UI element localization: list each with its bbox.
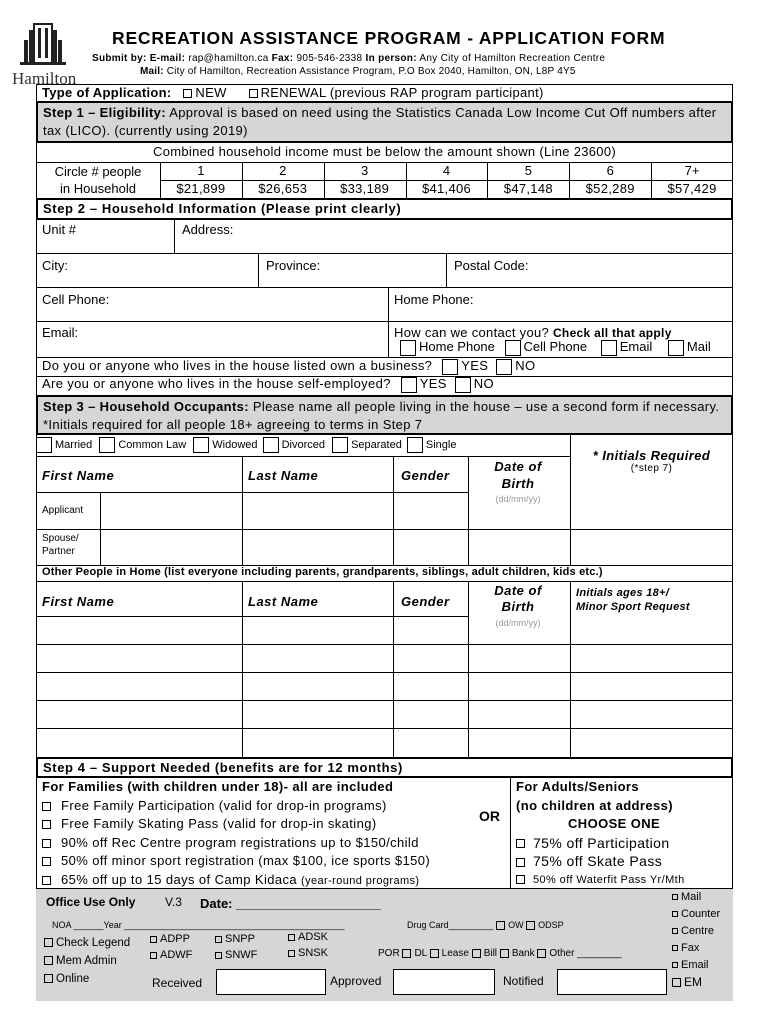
family-skating-checkbox[interactable]	[42, 820, 51, 829]
postal-label: Postal Code:	[454, 258, 529, 273]
snsk-checkbox[interactable]	[288, 950, 295, 957]
business-no-checkbox[interactable]	[496, 359, 512, 375]
step2-grid	[36, 220, 733, 360]
income-divider	[406, 162, 407, 198]
income-divider	[324, 162, 325, 198]
office-col1: Check Legend Mem Admin Online	[44, 934, 130, 988]
email-label: Email:	[42, 325, 79, 340]
email-checkbox[interactable]	[672, 962, 678, 968]
single-checkbox[interactable]	[407, 437, 423, 453]
city-label: City:	[42, 258, 68, 273]
office-drug: Drug Card_________ OW ODSP	[407, 920, 564, 930]
office-right: Mail Counter Centre Fax Email EM	[672, 889, 720, 991]
por-lease-checkbox[interactable]	[430, 949, 439, 958]
office-por: POR DL Lease Bill Bank Other ________	[378, 948, 622, 959]
office-col2: ADPP ADWF	[150, 931, 192, 963]
other-col-gender: Gender	[401, 594, 450, 609]
por-other-checkbox[interactable]	[537, 949, 546, 958]
contact-cell-checkbox[interactable]	[505, 340, 521, 356]
adult-participation-checkbox[interactable]	[516, 839, 525, 848]
cell-label: Cell Phone:	[42, 292, 110, 307]
home-label: Home Phone:	[394, 292, 474, 307]
adults-section: For Adults/Seniors (no children at address) CHOOSE ONE 75% off Participation 75% off Skate Pass 50% off Waterfit Pass Yr/Mth	[516, 779, 685, 886]
step4-box: Step 4 – Support Needed (benefits are for 12 months)	[36, 757, 733, 778]
divorced-checkbox[interactable]	[263, 437, 279, 453]
other-col-dob: Date of Birth	[494, 583, 542, 614]
unit-label: Unit #	[42, 222, 76, 237]
income-amount-5: $47,148	[503, 181, 553, 196]
adsk-checkbox[interactable]	[288, 934, 295, 941]
income-amount-6: $52,289	[585, 181, 635, 196]
income-divider	[487, 162, 488, 198]
self-employed-question: Are you or anyone who lives in the house self-employed? YES NO	[42, 376, 494, 391]
type-row: Type of Application: NEW RENEWAL (previous RAP program participant)	[42, 85, 544, 100]
minor-sport-checkbox[interactable]	[42, 857, 51, 866]
snwf-checkbox[interactable]	[215, 952, 222, 959]
people-count-6[interactable]: 6	[606, 163, 614, 178]
contact-home-checkbox[interactable]	[400, 340, 416, 356]
snpp-checkbox[interactable]	[215, 936, 222, 943]
camp-kidaca-checkbox[interactable]	[42, 876, 51, 885]
marital-row: Married Common Law Widowed Divorced Separated Single	[36, 437, 456, 453]
people-count-5[interactable]: 5	[524, 163, 532, 178]
col-last: Last Name	[248, 468, 319, 483]
col-first: First Name	[42, 468, 115, 483]
notified-field[interactable]	[557, 969, 667, 995]
renewal-checkbox[interactable]	[249, 89, 258, 98]
income-amount-4: $41,406	[421, 181, 472, 196]
new-checkbox[interactable]	[183, 89, 192, 98]
adult-waterfit-checkbox[interactable]	[516, 875, 525, 884]
common-law-checkbox[interactable]	[99, 437, 115, 453]
adwf-checkbox[interactable]	[150, 952, 157, 959]
odsp-checkbox[interactable]	[526, 921, 535, 930]
people-count-4[interactable]: 4	[442, 163, 451, 178]
income-divider	[569, 162, 570, 198]
contact-mail-checkbox[interactable]	[668, 340, 684, 356]
circle-label: Circle # people in Household	[54, 164, 142, 196]
hamilton-logo	[12, 20, 77, 88]
other-table	[36, 582, 733, 757]
income-divider	[242, 162, 243, 198]
office-version: V.3	[165, 895, 182, 909]
other-col-first: First Name	[42, 594, 115, 609]
office-title: Office Use Only	[46, 895, 136, 909]
por-bill-checkbox[interactable]	[472, 949, 481, 958]
step1-box: Step 1 – Eligibility: Approval is based on need using the Statistics Canada Low Income Cut Off numbers after tax (LICO). (currently using 2019)	[36, 101, 733, 143]
adpp-checkbox[interactable]	[150, 936, 157, 943]
income-amount-2: $26,653	[258, 181, 308, 196]
applicant-label: Applicant	[42, 505, 84, 516]
rec-centre-checkbox[interactable]	[42, 839, 51, 848]
mem-admin-checkbox[interactable]	[44, 956, 53, 965]
separated-checkbox[interactable]	[332, 437, 348, 453]
widowed-checkbox[interactable]	[193, 437, 209, 453]
office-col4: ADSK SNSK	[288, 929, 328, 961]
hamilton-crest-icon	[12, 20, 74, 68]
married-checkbox[interactable]	[36, 437, 52, 453]
address-label: Address:	[182, 222, 234, 237]
col-gender: Gender	[401, 468, 450, 483]
online-checkbox[interactable]	[44, 974, 53, 983]
self-yes-checkbox[interactable]	[401, 377, 417, 393]
approved-label: Approved	[330, 974, 382, 988]
or-label: OR	[479, 808, 500, 824]
fax-checkbox[interactable]	[672, 945, 678, 951]
income-divider	[651, 162, 652, 198]
spouse-label: Spouse/ Partner	[42, 533, 79, 557]
por-bank-checkbox[interactable]	[500, 949, 509, 958]
income-amount-7: $57,429	[667, 181, 717, 196]
province-label: Province:	[266, 258, 321, 273]
income-amount-1: $21,899	[176, 181, 226, 196]
counter-checkbox[interactable]	[672, 911, 678, 917]
income-amount-3: $33,189	[340, 181, 390, 196]
business-yes-checkbox[interactable]	[442, 359, 458, 375]
col-dob: Date of Birth	[494, 459, 542, 491]
office-col3: SNPP SNWF	[215, 931, 257, 963]
other-col-last: Last Name	[248, 594, 319, 609]
received-field[interactable]	[216, 969, 326, 995]
logo-text: Hamilton	[12, 69, 77, 88]
other-col-initials: Initials ages 18+/ Minor Sport Request	[576, 587, 690, 613]
received-label: Received	[152, 976, 203, 990]
people-count-2[interactable]: 2	[279, 163, 287, 178]
por-dl-checkbox[interactable]	[402, 949, 411, 958]
step3-box: Step 3 – Household Occupants: Please name all people living in the house – use a second form if necessary. *Initials required for all people 18+ agreeing to terms in Step 7	[36, 395, 733, 435]
families-section: For Families (with children under 18)- all are included Free Family Participation (valid for drop-in programs) Free Family Skating Pass (valid for drop-in skating) 90% off Rec Centre program registrations up to $150/child 50% off minor sport registration (max $100, ice sports $150) 65% off up to 15 days of Camp Kidaca (year-round programs)	[42, 779, 431, 887]
contact-options: Home Phone Cell Phone Email Mail	[400, 339, 711, 356]
office-noa: NOA ______Year ____________________________________________	[52, 920, 345, 930]
em-checkbox[interactable]	[672, 978, 681, 987]
centre-checkbox[interactable]	[672, 928, 678, 934]
business-question: Do you or anyone who lives in the house listed own a business? YES NO	[42, 358, 536, 373]
self-no-checkbox[interactable]	[455, 377, 471, 393]
family-participation-checkbox[interactable]	[42, 802, 51, 811]
mail-checkbox[interactable]	[672, 894, 678, 900]
submit-line: Submit by: E-mail: rap@hamilton.ca Fax: 905-546-2338 In person: Any City of Hamilton Recreation Centre	[92, 53, 606, 64]
ow-checkbox[interactable]	[496, 921, 505, 930]
form-title: RECREATION ASSISTANCE PROGRAM - APPLICATION FORM	[112, 28, 666, 48]
contact-question: How can we contact you? Check all that apply	[394, 325, 672, 340]
other-people-heading: Other People in Home (list everyone including parents, grandparents, siblings, adult children, kids etc.)	[36, 565, 733, 582]
people-count-1[interactable]: 1	[197, 163, 205, 178]
occupants-table	[36, 456, 733, 566]
check-legend-checkbox[interactable]	[44, 938, 53, 947]
approved-field[interactable]	[393, 969, 495, 995]
mail-line: Mail: City of Hamilton, Recreation Assistance Program, P.O Box 2040, Hamilton, ON, L8P 4Y5	[140, 66, 576, 77]
adult-skate-checkbox[interactable]	[516, 858, 525, 867]
contact-email-checkbox[interactable]	[601, 340, 617, 356]
step2-box: Step 2 – Household Information (Please print clearly)	[36, 198, 733, 220]
initials-required: * Initials Required (*step 7)	[592, 448, 711, 474]
office-date: Date: ____________________	[200, 896, 381, 911]
notified-label: Notified	[503, 974, 544, 988]
other-dob-format: (dd/mm/yy)	[495, 618, 541, 628]
dob-format: (dd/mm/yy)	[495, 494, 541, 504]
people-count-3[interactable]: 3	[361, 163, 369, 178]
people-count-7[interactable]: 7+	[684, 163, 700, 178]
combined-income: Combined household income must be below the amount shown (Line 23600)	[153, 144, 616, 159]
